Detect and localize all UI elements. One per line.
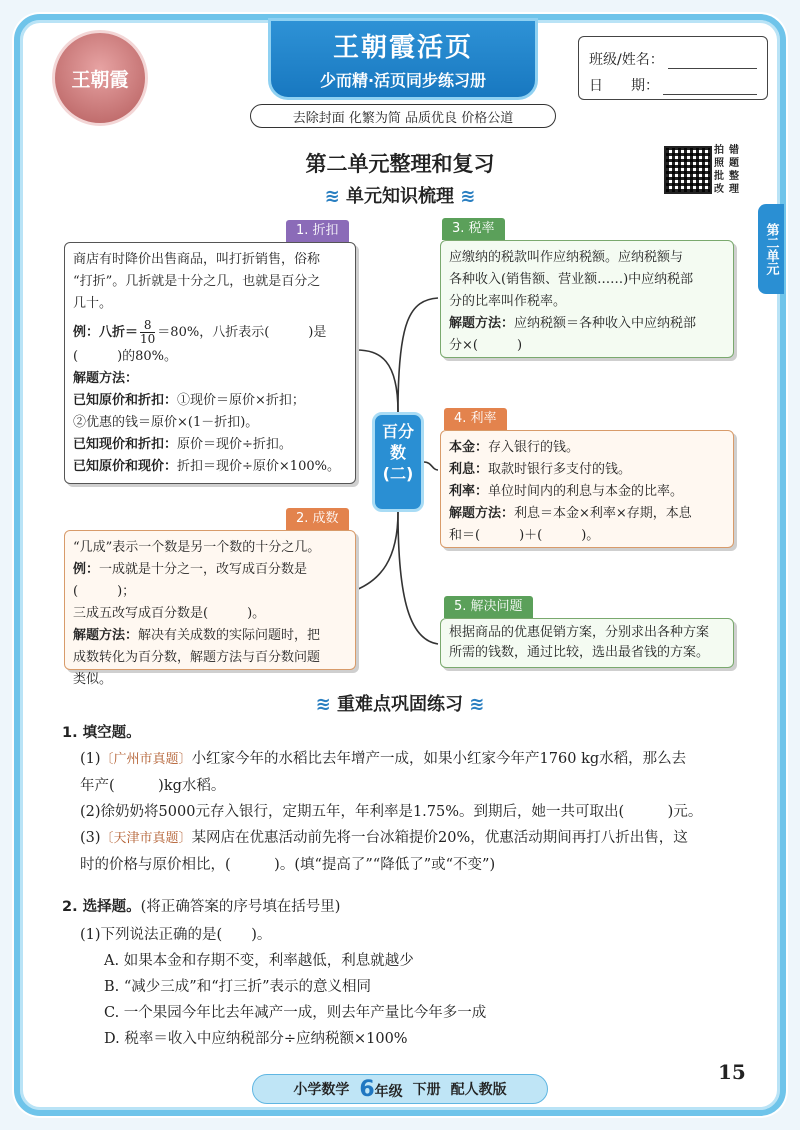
- text-line: 所需的钱数，通过比较，选出最省钱的方案。: [449, 645, 710, 660]
- choice-option[interactable]: C. 一个果园今年比去年减产一成，则去年产量比今年多一成: [104, 1005, 487, 1021]
- text-line: 折扣＝现价÷原价×100%。: [177, 459, 340, 474]
- section-knowledge-title: 单元知识梳理: [346, 186, 454, 207]
- source-tag: 〔广州市真题〕: [100, 752, 192, 767]
- item-number: (3): [80, 830, 101, 846]
- text-line: ②优惠的钱＝原价×(1－折扣)。: [73, 415, 259, 430]
- connector-chengshu: [356, 512, 398, 590]
- choice-option[interactable]: D. 税率＝收入中应纳税部分÷应纳税额×100%: [104, 1031, 408, 1047]
- item-number: (1): [80, 751, 101, 767]
- tag-tax: 3. 税率: [442, 218, 505, 240]
- item-text: 年产( )kg水稻。: [80, 778, 226, 794]
- text-line: 各种收入(销售额、营业额……)中应纳税部: [449, 272, 694, 287]
- tag-interest: 4. 利率: [444, 408, 507, 430]
- text-line: 单位时间内的利息与本金的比率。: [488, 484, 684, 499]
- text-line: 存入银行的钱。: [488, 440, 580, 455]
- text-line: 分×( ): [449, 338, 523, 353]
- box-solve: [440, 618, 734, 668]
- example-text: 例：八折＝: [73, 325, 139, 340]
- text-line: 分的比率叫作税率。: [449, 294, 567, 309]
- qr-label: 整: [729, 171, 739, 182]
- text-line: 根据商品的优惠促销方案，分别求出各种方案: [449, 625, 710, 640]
- text-line: 商店有时降价出售商品，叫打折销售，俗称: [73, 252, 321, 267]
- text-line: 应缴纳的税款叫作应纳税额。应纳税额与: [449, 250, 684, 265]
- text-line: “打折”。几折就是十分之几，也就是百分之: [73, 274, 321, 289]
- fraction-numerator: 8: [140, 319, 155, 333]
- term-label: 利息：: [449, 462, 489, 477]
- question-heading: 1. 填空题。: [62, 725, 141, 741]
- qr-label: 理: [729, 184, 739, 195]
- method-label: 解题方法：: [449, 506, 515, 521]
- footer-grade-bar: [252, 1074, 548, 1104]
- example-text: ＝80%，八折表示( )是: [157, 325, 327, 340]
- connector-tax: [398, 298, 438, 412]
- box-chengshu: [64, 530, 356, 687]
- date-label: 日 期：: [589, 78, 659, 94]
- question-item: [62, 825, 752, 852]
- section-practice-heading: [0, 690, 800, 716]
- qr-label: 批: [714, 171, 724, 182]
- text-line: 利息＝本金×利率×存期，本息: [514, 506, 692, 521]
- connector-interest: [424, 462, 438, 470]
- motto: 去除封面 化繁为简 品质优良 价格公道: [250, 104, 556, 128]
- question-heading: 2. 选择题。: [62, 899, 141, 915]
- example-label: 例：: [73, 562, 100, 577]
- item-text: 时的价格与原价相比，( )。(填“提高了”“降低了”或“不变”): [80, 857, 496, 873]
- footer-edition: 配人教版: [450, 1082, 507, 1098]
- text-line: 原价＝现价÷折扣。: [177, 437, 292, 452]
- question-item: (2)徐奶奶将5000元存入银行，定期五年，年利率是1.75%。到期后，她一共可取出( )元。: [80, 804, 703, 820]
- method-label: 解题方法：: [73, 371, 139, 386]
- wave-icon: ≋: [469, 694, 485, 715]
- tag-discount: 1. 折扣: [286, 220, 349, 242]
- tag-solve: 5. 解决问题: [444, 596, 533, 618]
- method-label: 已知原价和折扣：: [73, 393, 178, 408]
- method-label: 已知原价和现价：: [73, 459, 178, 474]
- connector-solve: [398, 512, 438, 644]
- wave-icon: ≋: [460, 186, 476, 207]
- center-node: 百分数(二): [372, 412, 424, 512]
- text-line: 和＝( )＋( )。: [449, 528, 600, 543]
- question-item: (1)下列说法正确的是( )。: [80, 927, 272, 943]
- qr-label: 错: [729, 145, 739, 156]
- brand-subtitle: 少而精·活页同步练习册: [319, 71, 487, 90]
- footer-grade-word: 年级: [374, 1083, 403, 1100]
- section-practice-title: 重难点巩固练习: [337, 694, 463, 715]
- qr-label: 照: [714, 158, 724, 169]
- connector-discount: [356, 350, 398, 412]
- choice-option[interactable]: A. 如果本金和存期不变，利率越低，利息就越少: [104, 953, 414, 969]
- item-text: 某网店在优惠活动前先将一台冰箱提价20%，优惠活动期间再打八折出售，这: [191, 830, 688, 846]
- qr-label: 拍: [714, 145, 724, 156]
- footer-grade-number: 6: [359, 1076, 375, 1102]
- source-tag: 〔天津市真题〕: [100, 831, 192, 846]
- term-label: 利率：: [449, 484, 489, 499]
- method-label: 已知现价和折扣：: [73, 437, 178, 452]
- question-choice: [62, 894, 752, 1052]
- text-line: “几成”表示一个数是另一个数的十分之几。: [73, 540, 321, 555]
- wave-icon: ≋: [324, 186, 340, 207]
- box-interest: [440, 430, 734, 548]
- text-line: 一成就是十分之一，改写成百分数是( )；: [73, 562, 308, 599]
- text-line: ( )的80%。: [73, 349, 178, 364]
- text-line: 成数转化为百分数，解题方法与百分数问题: [73, 650, 321, 665]
- question-fill-blank: [62, 720, 752, 878]
- text-line: 三成五改写成百分数是( )。: [73, 606, 266, 621]
- choice-option[interactable]: B. “减少三成”和“打三折”表示的意义相同: [104, 979, 372, 995]
- text-line: 几十。: [73, 296, 113, 311]
- brand-name: 王朝霞活页: [332, 33, 473, 63]
- page-number: 15: [718, 1060, 746, 1084]
- method-label: 解题方法：: [449, 316, 515, 331]
- text-line: 应纳税额＝各种收入中应纳税部: [514, 316, 697, 331]
- class-label: 班级/姓名：: [589, 52, 664, 68]
- fraction-denominator: 10: [140, 332, 156, 346]
- text-line: 解决有关成数的实际问题时，把: [138, 628, 321, 643]
- text-line: 取款时银行多支付的钱。: [488, 462, 632, 477]
- method-label: 解题方法：: [73, 628, 139, 643]
- fraction: [140, 319, 155, 346]
- footer-subject: 小学数学: [293, 1082, 350, 1098]
- question-note: (将正确答案的序号填在括号里): [140, 899, 341, 915]
- box-discount: [64, 242, 356, 484]
- text-line: ①现价＝原价×折扣；: [177, 393, 305, 408]
- item-text: 小红家今年的水稻比去年增产一成，如果小红家今年产1760 kg水稻，那么去: [191, 751, 687, 767]
- wave-icon: ≋: [315, 694, 331, 715]
- box-tax: [440, 240, 734, 358]
- logo-text: 王朝霞: [71, 68, 129, 91]
- term-label: 本金：: [449, 440, 489, 455]
- footer-term: 下册: [412, 1082, 441, 1098]
- discount-example: [73, 319, 347, 346]
- page-title: 第二单元整理和复习: [305, 152, 495, 176]
- qr-label: 改: [714, 184, 724, 195]
- qr-label: 题: [729, 158, 739, 169]
- unit-side-tab: 第二单元: [758, 204, 784, 294]
- tag-chengshu: 2. 成数: [286, 508, 349, 530]
- question-item: [62, 746, 752, 773]
- text-line: 类似。: [73, 672, 113, 687]
